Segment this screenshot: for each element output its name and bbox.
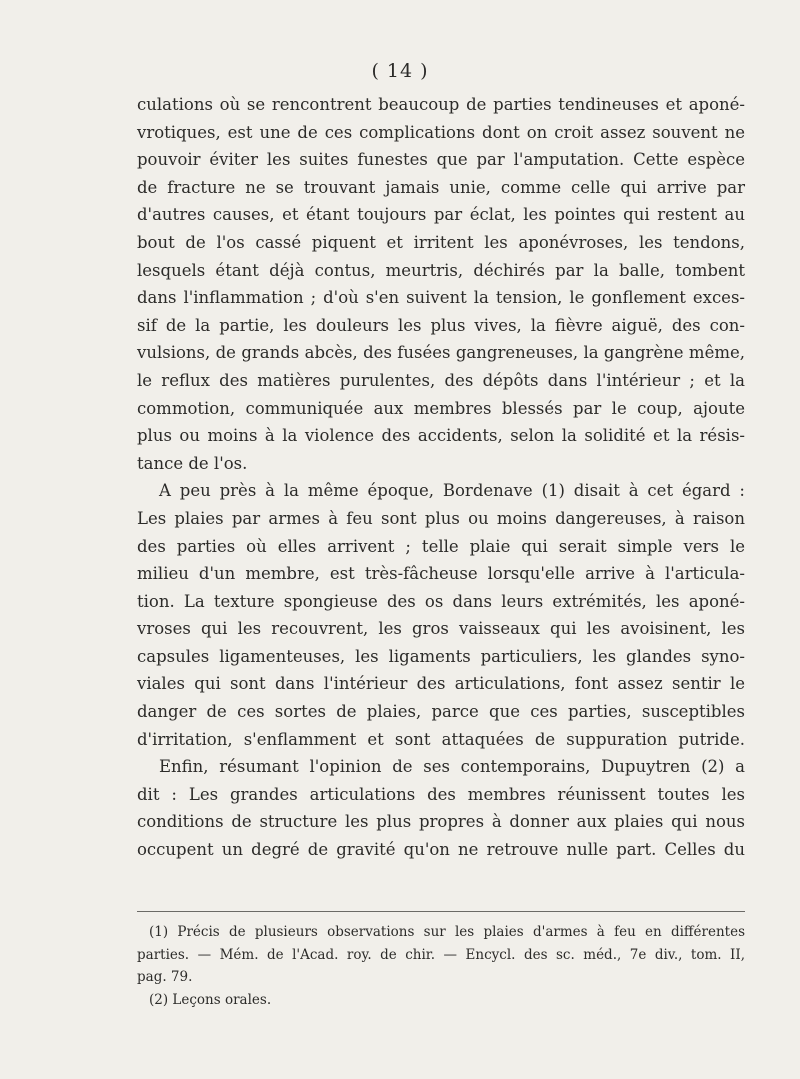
text-line: conditions de structure les plus propres à donner aux plaies qui nous <box>137 812 745 832</box>
text-line: tion. La texture spongieuse des os dans leurs extrémités, les aponé- <box>137 591 745 611</box>
text-line: des parties où elles arrivent ; telle plaie qui serait simple vers le <box>137 536 745 556</box>
text-line: milieu d'un membre, est très-fâcheuse lorsqu'elle arrive à l'articula- <box>137 564 745 584</box>
text-line: Les plaies par armes à feu sont plus ou moins dangereuses, à raison <box>137 508 745 528</box>
footnote-line: (2) Leçons orales. <box>149 991 272 1008</box>
text-line: culations où se rencontrent beaucoup de parties tendineuses et aponé- <box>137 95 745 114</box>
footnote-line: parties. — Mém. de l'Acad. roy. de chir. — Encycl. des sc. méd., 7e div., tom. II, <box>137 946 745 963</box>
text-line: plus ou moins à la violence des accidents, selon la solidité et la résis- <box>137 426 745 446</box>
text-line: de fracture ne se trouvant jamais unie, comme celle qui arrive par <box>137 177 745 197</box>
text-line: dit : Les grandes articulations des membres réunissent toutes les <box>137 784 745 804</box>
footnote-divider <box>137 911 745 912</box>
body-text <box>137 91 745 864</box>
footnote-line: (1) Précis de plusieurs observations sur les plaies d'armes à feu en différentes <box>149 924 745 940</box>
text-line: d'autres causes, et étant toujours par éclat, les pointes qui restent au <box>137 205 745 225</box>
text-line: commotion, communiquée aux membres blessés par le coup, ajoute <box>137 398 745 418</box>
text-line: viales qui sont dans l'intérieur des articulations, font assez sentir le <box>137 674 745 694</box>
text-line: tance de l'os. <box>137 453 248 473</box>
footnotes <box>137 921 745 1011</box>
text-line: vrotiques, est une de ces complications dont on croit assez souvent ne <box>137 122 745 142</box>
text-line: vroses qui les recouvrent, les gros vaisseaux qui les avoisinent, les <box>137 619 745 639</box>
text-line: pouvoir éviter les suites funestes que par l'amputation. Cette espèce <box>137 150 745 170</box>
text-line: bout de l'os cassé piquent et irritent les aponévroses, les tendons, <box>137 232 745 252</box>
footnote-line: pag. 79. <box>137 969 193 985</box>
text-line: le reflux des matières purulentes, des dépôts dans l'intérieur ; et la <box>137 370 745 390</box>
text-line: vulsions, de grands abcès, des fusées gangreneuses, la gangrène même, <box>137 343 745 363</box>
text-line: lesquels étant déjà contus, meurtris, déchirés par la balle, tombent <box>137 260 745 280</box>
text-line: capsules ligamenteuses, les ligaments particuliers, les glandes syno- <box>137 646 745 666</box>
text-line: occupent un degré de gravité qu'on ne retrouve nulle part. Celles du <box>137 840 745 860</box>
text-line: danger de ces sortes de plaies, parce que ces parties, susceptibles <box>137 702 745 722</box>
text-line: A peu près à la même époque, Bordenave (1) disait à cet égard : <box>159 481 745 501</box>
text-line: Enfin, résumant l'opinion de ses contemporains, Dupuytren (2) a <box>159 757 745 777</box>
page-number: ( 14 ) <box>371 60 429 82</box>
text-line: d'irritation, s'enflamment et sont attaquées de suppuration putride. <box>137 729 745 749</box>
text-line: sif de la partie, les douleurs les plus vives, la fièvre aiguë, des con- <box>137 315 745 335</box>
text-line: dans l'inflammation ; d'où s'en suivent la tension, le gonflement exces- <box>137 288 745 308</box>
